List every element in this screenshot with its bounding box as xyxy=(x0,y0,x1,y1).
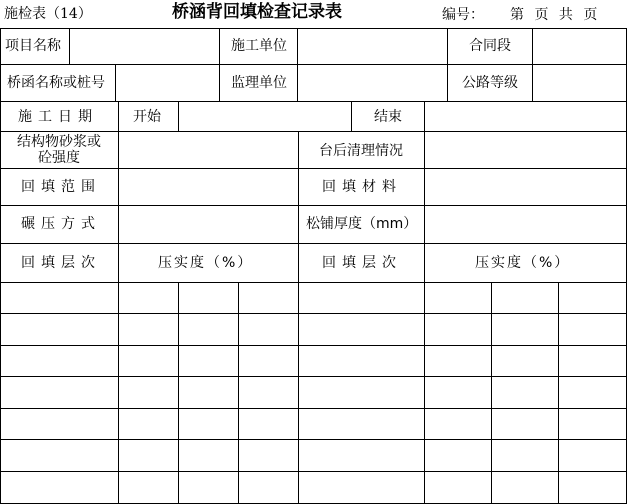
col-line xyxy=(118,282,119,504)
col-line xyxy=(118,101,119,131)
col-line xyxy=(351,101,352,131)
label-bridge-name: 桥函名称或桩号 xyxy=(7,75,105,91)
col-line xyxy=(532,28,533,101)
row-line xyxy=(0,131,627,132)
label-layer-right: 回填层次 xyxy=(322,255,402,271)
row-line xyxy=(0,243,627,244)
col-line xyxy=(297,28,298,101)
col-line xyxy=(558,282,559,504)
col-line xyxy=(424,101,425,131)
form-title: 桥涵背回填检查记录表 xyxy=(172,2,342,22)
col-line xyxy=(178,101,179,131)
label-backfill-material: 回填材料 xyxy=(322,179,402,195)
row-line xyxy=(0,471,627,472)
row-line xyxy=(0,439,627,440)
col-line xyxy=(69,28,70,64)
label-start: 开始 xyxy=(133,109,161,125)
col-line xyxy=(424,282,425,504)
label-supervisor: 监理单位 xyxy=(231,75,287,91)
label-loose-thickness: 松铺厚度（mm） xyxy=(306,216,418,232)
col-line xyxy=(298,131,299,282)
row-line xyxy=(0,101,627,102)
row-line xyxy=(0,282,627,283)
label-mortar-strength: 结构物砂浆或砼强度 xyxy=(17,134,101,166)
page-info: 第 页 共 页 xyxy=(510,7,598,23)
label-end: 结束 xyxy=(374,109,402,125)
row-line xyxy=(0,376,627,377)
table-border-left xyxy=(0,28,1,504)
label-abutment-cleanup: 台后清理情况 xyxy=(319,143,403,159)
col-line xyxy=(491,282,492,504)
label-layer-left: 回填层次 xyxy=(21,255,101,271)
form-code: 施检表（14） xyxy=(4,6,92,22)
col-line xyxy=(178,282,179,504)
col-line xyxy=(118,131,119,282)
label-compaction-method: 碾压方式 xyxy=(21,216,101,232)
col-line xyxy=(238,282,239,504)
label-construction-date: 施工日期 xyxy=(18,109,98,125)
row-line xyxy=(0,313,627,314)
label-compaction-right: 压实度（%） xyxy=(475,255,571,271)
label-road-grade: 公路等级 xyxy=(462,75,518,91)
col-line xyxy=(447,28,448,101)
row-line xyxy=(0,205,627,206)
label-compaction-left: 压实度（%） xyxy=(158,255,254,271)
label-project-name: 项目名称 xyxy=(5,38,61,54)
label-contractor: 施工单位 xyxy=(231,38,287,54)
row-line xyxy=(0,168,627,169)
col-line xyxy=(424,131,425,282)
row-line xyxy=(0,345,627,346)
label-contract-section: 合同段 xyxy=(469,38,511,54)
number-label: 编号： xyxy=(442,7,484,23)
col-line xyxy=(219,28,220,101)
label-backfill-range: 回填范围 xyxy=(21,179,101,195)
col-line xyxy=(115,64,116,101)
col-line xyxy=(298,282,299,504)
row-line xyxy=(0,408,627,409)
